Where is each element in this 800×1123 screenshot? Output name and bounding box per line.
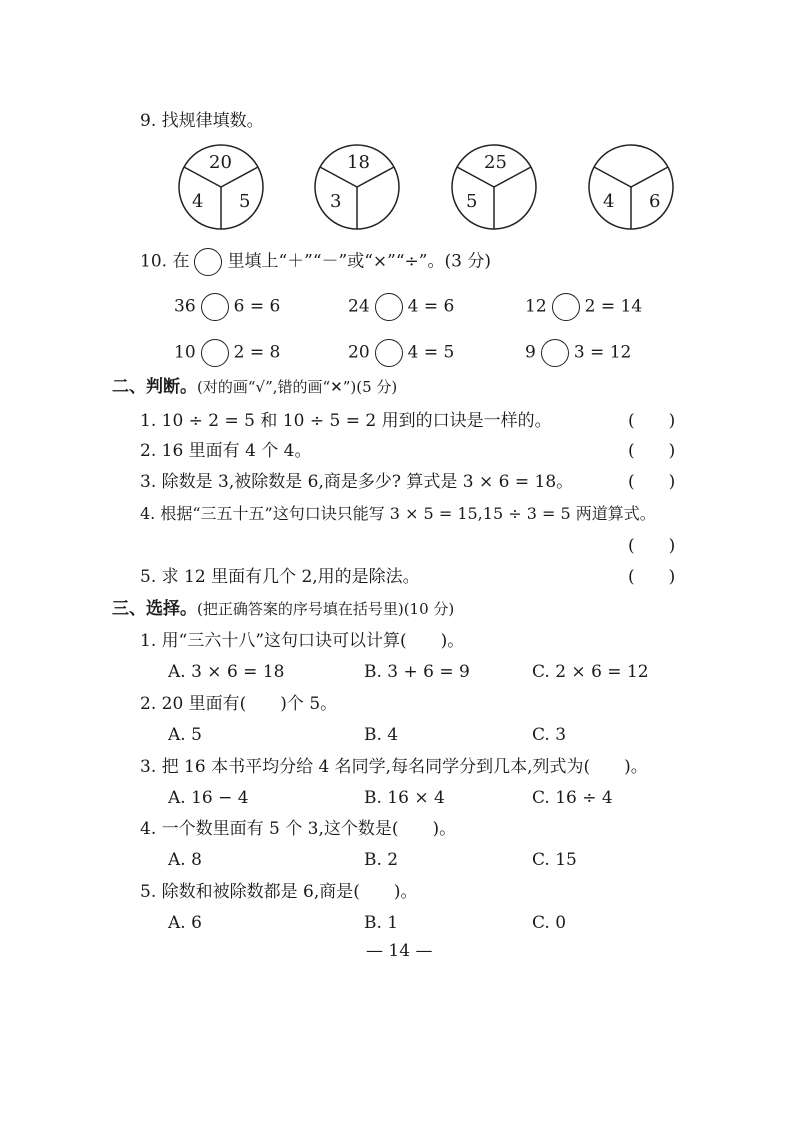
operand: 10 (174, 342, 196, 363)
result: 4 = 6 (407, 296, 455, 317)
q10-item (348, 339, 454, 367)
answer-blank[interactable]: ( ) (628, 472, 676, 492)
option-c[interactable]: C. 2 × 6 = 12 (532, 662, 649, 682)
judge-item-3: 3. 除数是 3,被除数是 6,商是多少? 算式是 3 × 6 = 18。 (140, 472, 574, 492)
option-b[interactable]: B. 4 (364, 725, 399, 745)
operator-blank[interactable] (375, 293, 403, 321)
q10-label-number: 10. 在 (140, 251, 190, 272)
option-b[interactable]: B. 3 + 6 = 9 (364, 662, 470, 682)
operand: 12 (525, 296, 547, 317)
judge-item-2: 2. 16 里面有 4 个 4。 (140, 441, 312, 461)
q10-item (525, 293, 642, 321)
circle-top-number: 20 (209, 152, 232, 173)
operator-blank[interactable] (541, 339, 569, 367)
option-a[interactable]: A. 3 × 6 = 18 (168, 662, 285, 682)
section-3-note: (把正确答案的序号填在括号里)(10 分) (197, 600, 455, 618)
section-2-note: (对的画“√”,错的画“✕”)(5 分) (197, 378, 398, 396)
option-a[interactable]: A. 6 (168, 913, 202, 933)
option-a[interactable]: A. 16 − 4 (168, 788, 249, 808)
circle-left-number: 4 (192, 191, 204, 212)
answer-blank[interactable]: ( ) (628, 411, 676, 431)
circle-top-number: 25 (484, 152, 507, 173)
operator-blank[interactable] (552, 293, 580, 321)
circle-top-number: 18 (347, 152, 370, 173)
operator-blank[interactable] (201, 293, 229, 321)
answer-blank[interactable]: ( ) (628, 441, 676, 461)
option-c[interactable]: C. 15 (532, 850, 577, 870)
operand: 20 (348, 342, 370, 363)
choice-question-3: 3. 把 16 本书平均分给 4 名同学,每名同学分到几本,列式为( )。 (140, 757, 648, 777)
circle-right-number: 6 (649, 191, 661, 212)
pattern-circle-3 (451, 144, 537, 230)
pattern-circle-4 (588, 144, 674, 230)
circle-left-number: 3 (330, 191, 342, 212)
q10-item (174, 293, 280, 321)
judge-item-1: 1. 10 ÷ 2 = 5 和 10 ÷ 5 = 2 用到的口诀是一样的。 (140, 411, 552, 431)
q10-item (174, 339, 280, 367)
section-2-heading (112, 376, 397, 398)
page-number: — 14 — (366, 941, 433, 961)
operator-blank[interactable] (201, 339, 229, 367)
option-b[interactable]: B. 2 (364, 850, 399, 870)
section-2-title: 二、判断。 (112, 377, 197, 397)
circle-left-number: 4 (603, 191, 615, 212)
option-b[interactable]: B. 16 × 4 (364, 788, 445, 808)
result: 4 = 5 (407, 342, 455, 363)
section-3-title: 三、选择。 (112, 599, 197, 619)
operator-circle-icon (194, 248, 222, 276)
choice-question-1: 1. 用“三六十八”这句口诀可以计算( )。 (140, 631, 465, 651)
option-c[interactable]: C. 0 (532, 913, 567, 933)
result: 3 = 12 (573, 342, 632, 363)
circle-left-number: 5 (466, 191, 478, 212)
choice-question-2: 2. 20 里面有( )个 5。 (140, 694, 338, 714)
result: 6 = 6 (233, 296, 281, 317)
choice-question-4: 4. 一个数里面有 5 个 3,这个数是( )。 (140, 819, 457, 839)
pattern-circle-1 (178, 144, 264, 230)
result: 2 = 14 (584, 296, 643, 317)
operand: 24 (348, 296, 370, 317)
judge-item-5: 5. 求 12 里面有几个 2,用的是除法。 (140, 567, 420, 587)
section-3-heading (112, 598, 454, 620)
option-a[interactable]: A. 8 (168, 850, 202, 870)
option-c[interactable]: C. 3 (532, 725, 567, 745)
option-c[interactable]: C. 16 ÷ 4 (532, 788, 613, 808)
option-b[interactable]: B. 1 (364, 913, 399, 933)
q10-item (348, 293, 454, 321)
answer-blank[interactable]: ( ) (628, 567, 676, 587)
q10-label (140, 248, 491, 276)
option-a[interactable]: A. 5 (168, 725, 202, 745)
pattern-circle-2 (314, 144, 400, 230)
result: 2 = 8 (233, 342, 281, 363)
operator-blank[interactable] (375, 339, 403, 367)
choice-question-5: 5. 除数和被除数都是 6,商是( )。 (140, 882, 418, 902)
q10-item (525, 339, 631, 367)
circle-right-number: 5 (239, 191, 251, 212)
operand: 36 (174, 296, 196, 317)
answer-blank[interactable]: ( ) (628, 536, 676, 556)
judge-item-4: 4. 根据“三五十五”这句口诀只能写 3 × 5 = 15,15 ÷ 3 = 5 两道算式。 (140, 504, 656, 523)
q10-label-text: 里填上“＋”“－”或“×”“÷”。(3 分) (227, 251, 491, 272)
q9-label: 9. 找规律填数。 (140, 111, 264, 131)
operand: 9 (525, 342, 536, 363)
